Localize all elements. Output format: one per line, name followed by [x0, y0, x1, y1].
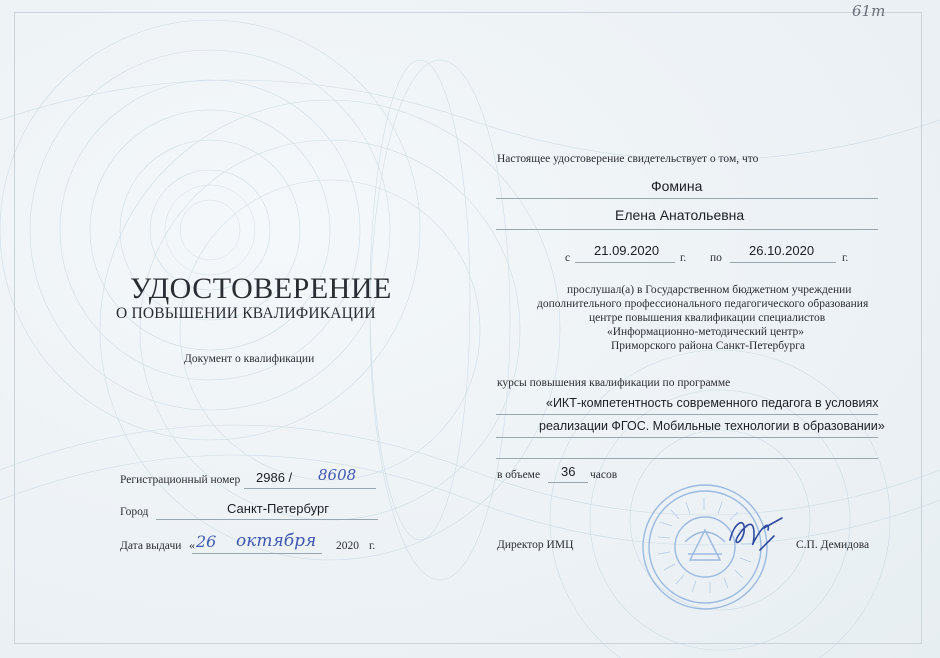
reg-number-label: Регистрационный номер: [120, 474, 241, 486]
reg-number-line: [244, 488, 376, 489]
holder-surname: Фомина: [651, 178, 703, 194]
date-to-label: по: [710, 252, 722, 264]
issue-date-label: Дата выдачи: [120, 540, 182, 552]
issue-date-year: 2020: [336, 540, 359, 552]
org-line-4: «Информационно-методический центр»: [607, 326, 805, 338]
volume-label: в объеме: [497, 469, 541, 481]
issue-date-open-quote: «: [189, 538, 195, 552]
date-to-year-mark: г.: [842, 252, 849, 264]
city-value: Санкт-Петербург: [227, 501, 329, 516]
city-label: Город: [120, 506, 149, 518]
issue-date-line: [192, 553, 322, 554]
director-name: С.П. Демидова: [796, 539, 870, 551]
certificate-title: УДОСТОВЕРЕНИЕ: [130, 272, 392, 305]
date-to: 26.10.2020: [749, 243, 815, 258]
surname-line: [496, 198, 878, 199]
date-from: 21.09.2020: [594, 243, 660, 258]
volume-hours: 36: [561, 464, 576, 479]
program-label: курсы повышения квалификации по программе: [497, 377, 731, 389]
org-line-3: центре повышения квалификации специалистов: [589, 312, 826, 324]
certificate-subtitle: О ПОВЫШЕНИИ КВАЛИФИКАЦИИ: [116, 305, 376, 322]
date-from-line: [575, 262, 675, 263]
name-line: [496, 229, 878, 230]
program-line-1-rule: [496, 414, 878, 415]
hours-label: часов: [590, 469, 618, 481]
reg-number: 2986 /: [256, 470, 293, 485]
program-line-3-rule: [496, 458, 878, 459]
corner-mark: 61т: [852, 2, 886, 20]
date-from-year-mark: г.: [680, 252, 687, 264]
program-line-2: реализации ФГОС. Мобильные технологии в образовании»: [539, 419, 885, 433]
intro-text: Настоящее удостоверение свидетельствует о том, что: [497, 153, 759, 165]
reg-number-handwritten: 8608: [318, 466, 357, 484]
org-line-5: Приморского района Санкт-Петербурга: [611, 340, 806, 352]
director-signature: [724, 506, 788, 554]
document-type: Документ о квалификации: [184, 353, 315, 365]
program-line-1: «ИКТ-компетентность современного педагога в условиях: [546, 396, 879, 410]
volume-line: [548, 482, 588, 483]
issue-date-day: 26: [196, 532, 217, 551]
holder-name: Елена Анатольевна: [615, 207, 745, 223]
director-label: Директор ИМЦ: [497, 539, 574, 551]
issue-date-month: октября: [236, 531, 317, 551]
city-line: [156, 519, 378, 520]
program-line-2-rule: [496, 437, 878, 438]
org-line-2: дополнительного профессионального педагогического образования: [537, 298, 869, 310]
issue-date-year-suffix: г.: [369, 540, 376, 552]
org-line-1: прослушал(а) в Государственном бюджетном учреждении: [567, 284, 852, 296]
date-to-line: [730, 262, 836, 263]
date-from-label: с: [565, 252, 571, 264]
